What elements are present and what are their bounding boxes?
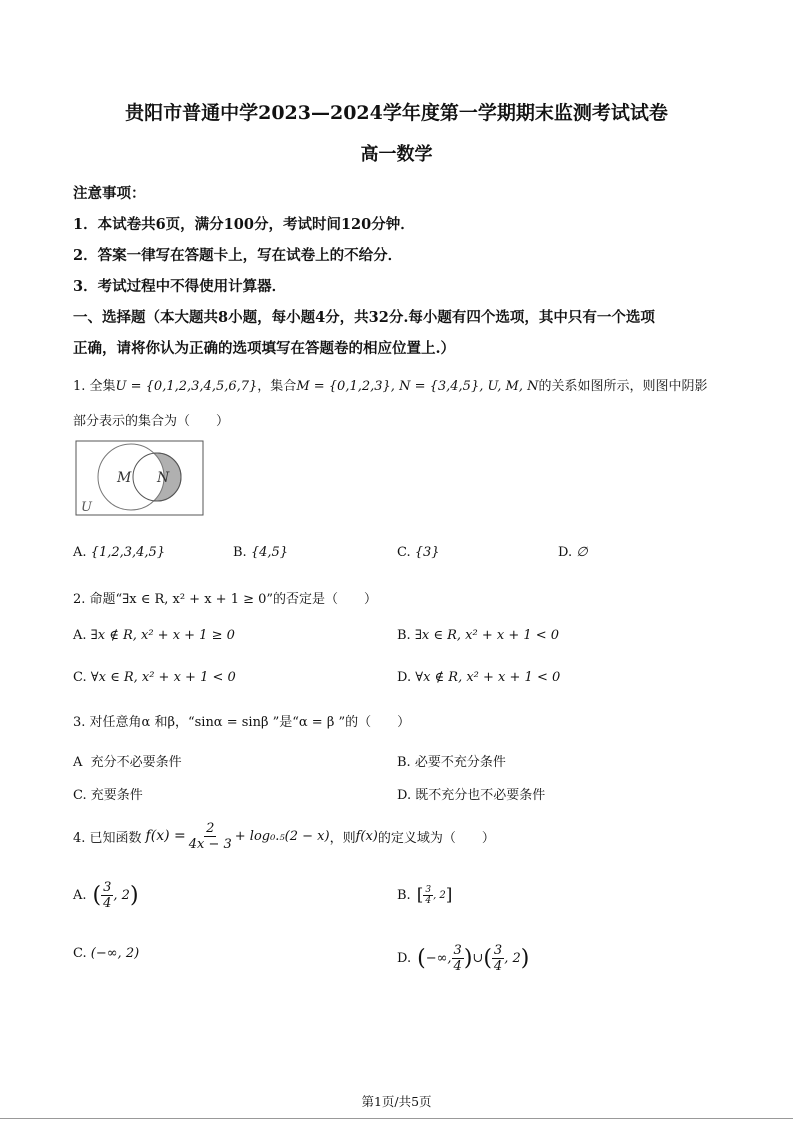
- option-rest: , 2: [504, 950, 521, 966]
- q1-sets: M = {0,1,2,3}, N = {3,4,5}, U, M, N: [296, 379, 539, 394]
- option-value: {1,2,3,4,5}: [90, 545, 166, 560]
- option-value: 必要不充分条件: [414, 755, 506, 770]
- q2-option-c: [73, 670, 236, 685]
- notice-item-1: 1．本试卷共6页，满分100分，考试时间120分钟．: [73, 216, 415, 233]
- venn-label-n: N: [157, 470, 170, 486]
- fraction-denominator: 4: [493, 958, 503, 974]
- option-left: −∞,: [425, 950, 452, 966]
- q3-stem: 3. 对任意角α 和β，“sinα = sinβ ”是“α = β ”的（ ）: [73, 715, 411, 730]
- q2-option-d: [397, 670, 560, 685]
- bottom-rule: [0, 1118, 793, 1119]
- fraction-denominator: 4: [425, 895, 432, 906]
- option-value: ∀x ∉ R, x² + x + 1 < 0: [415, 670, 561, 685]
- option-value: 充要条件: [90, 788, 143, 803]
- q3-option-d: [397, 784, 545, 803]
- venn-label-u: U: [81, 500, 92, 515]
- option-value: ∃x ∈ R, x² + x + 1 < 0: [414, 628, 560, 643]
- option-label: D.: [558, 545, 573, 560]
- q4-function-ref: f(x): [355, 828, 378, 844]
- option-label: A.: [73, 545, 87, 560]
- venn-diagram: [75, 440, 205, 518]
- option-value: (−∞, 2): [90, 946, 140, 961]
- option-label: A.: [73, 628, 87, 643]
- option-label: B.: [397, 755, 411, 770]
- q4-function: f(x) =: [145, 828, 186, 844]
- fraction-denominator: 4x − 3: [188, 836, 232, 852]
- q4-option-c: [73, 946, 139, 961]
- q1-option-d: [558, 545, 588, 560]
- q3-option-c: [73, 784, 143, 803]
- q4-option-a: A. ( $\frac{3}{4}$ , 2 ): [73, 879, 139, 911]
- exam-title: 贵阳市普通中学2023—2024学年度第一学期期末监测考试试卷: [125, 102, 668, 124]
- option-label: C.: [73, 788, 87, 803]
- fraction-denominator: 4: [453, 958, 462, 974]
- option-label: A.: [73, 887, 87, 903]
- q2-option-b: [397, 628, 559, 643]
- fraction-numerator: 3: [453, 942, 462, 958]
- option-fraction: [423, 885, 433, 906]
- option-label: C.: [397, 545, 411, 560]
- option-label: D.: [397, 950, 412, 966]
- page-footer: 第1页/共5页: [361, 1094, 432, 1109]
- q1-stem: [73, 375, 707, 394]
- notice-item-3: 3．考试过程中不得使用计算器．: [73, 278, 287, 295]
- option-value: {4,5}: [250, 545, 289, 560]
- union-symbol: ∪: [472, 950, 484, 966]
- option-value: {3}: [414, 545, 440, 560]
- q1-prefix: 1. 全集: [73, 379, 116, 394]
- fraction-denominator: 4: [103, 895, 112, 911]
- q4-suffix: 的定义域为（ ）: [377, 830, 495, 846]
- q2-stem: 2. 命题“∃x ∈ R, x² + x + 1 ≥ 0”的否定是（ ）: [73, 592, 378, 607]
- q1-option-c: [397, 545, 440, 560]
- q3-option-b: [397, 751, 506, 770]
- option-value: 既不充分也不必要条件: [415, 788, 546, 803]
- notice-heading: 注意事项：: [73, 185, 146, 202]
- option-fraction: [101, 880, 113, 911]
- q3-option-a: [73, 751, 182, 770]
- option-label: C.: [73, 946, 87, 961]
- fraction-numerator: 2: [206, 820, 215, 836]
- q1-stem-line2: 部分表示的集合为（ ）: [73, 414, 230, 429]
- fraction-numerator: 3: [103, 879, 112, 895]
- q4-option-d: D. ( −∞, $\frac{3}{4}$ ) ∪ ( $\frac{3}{4}$ , 2 ): [397, 942, 530, 974]
- option-fraction: [452, 943, 464, 974]
- q4-fraction: [189, 821, 232, 852]
- option-label: C.: [73, 670, 87, 685]
- q4-mid: ，则: [329, 830, 356, 846]
- option-rest: , 2: [113, 887, 130, 903]
- fraction-numerator: 3: [425, 884, 432, 895]
- q1-mid: ，集合: [257, 379, 297, 394]
- option-label: D.: [397, 788, 412, 803]
- q4-option-b: B. [ $\frac{3}{4}$ , 2 ]: [397, 884, 453, 906]
- option-value: ∀x ∈ R, x² + x + 1 < 0: [90, 670, 236, 685]
- option-label: B.: [397, 628, 411, 643]
- option-label: A: [73, 755, 83, 770]
- option-value: 充分不必要条件: [90, 755, 182, 770]
- option-label: B.: [397, 887, 411, 903]
- option-label: D.: [397, 670, 412, 685]
- q4-stem: [73, 816, 495, 856]
- q1-suffix: 的关系如图所示，则图中阴影: [538, 379, 708, 394]
- option-rest: , 2: [433, 889, 446, 901]
- option-fraction-2: [492, 943, 504, 974]
- option-value: ∃x ∉ R, x² + x + 1 ≥ 0: [90, 628, 235, 643]
- q1-option-a: [73, 545, 165, 560]
- section1-line2: 正确，请将你认为正确的选项填写在答题卷的相应位置上.）: [73, 340, 456, 357]
- q4-prefix: 4. 已知函数: [73, 830, 142, 846]
- fraction-numerator: 3: [493, 942, 503, 958]
- option-value: ∅: [576, 545, 588, 560]
- notice-item-2: 2．答案一律写在答题卡上，写在试卷上的不给分．: [73, 247, 403, 264]
- q1-universal-set: U = {0,1,2,3,4,5,6,7}: [115, 379, 258, 394]
- q2-option-a: [73, 628, 235, 643]
- exam-subtitle: 高一数学: [360, 144, 433, 165]
- q4-log-term: + log₀.₅(2 − x): [234, 828, 330, 844]
- section1-line1: 一、选择题（本大题共8小题，每小题4分，共32分.每小题有四个选项，其中只有一个选项: [73, 309, 655, 326]
- q1-option-b: [233, 545, 288, 560]
- venn-label-m: M: [117, 470, 132, 486]
- option-label: B.: [233, 545, 247, 560]
